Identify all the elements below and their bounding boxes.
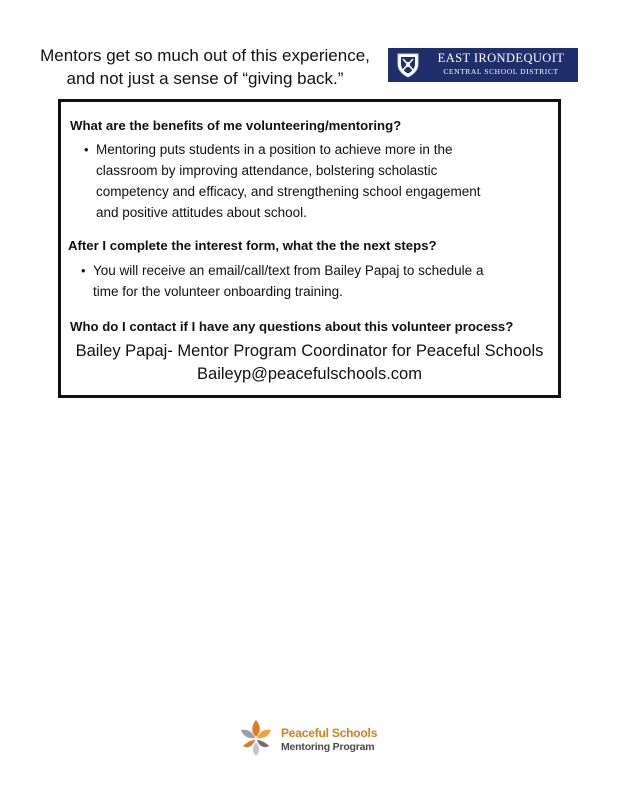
shield-icon	[394, 51, 422, 79]
answer-line: You will receive an email/call/text from Bailey Papaj to schedule a	[93, 263, 484, 278]
tagline	[30, 44, 380, 90]
leaf-logo-icon	[236, 716, 276, 760]
district-logo	[388, 48, 578, 82]
district-subtitle: CENTRAL SCHOOL DISTRICT	[443, 67, 559, 76]
peaceful-schools-logo	[236, 716, 386, 760]
answer-line: competency and efficacy, and strengthening school engagement	[96, 184, 481, 199]
answer-line: classroom by improving attendance, bolstering scholastic	[96, 163, 438, 178]
faq-box	[58, 99, 561, 398]
bullet-icon: •	[84, 142, 89, 157]
question-contact: Who do I contact if I have any questions about this volunteer process?	[70, 319, 514, 334]
question-next-steps: After I complete the interest form, what the the next steps?	[68, 238, 437, 253]
answer-line: Mentoring puts students in a position to achieve more in the	[96, 142, 453, 157]
answer-next-steps	[81, 260, 484, 302]
answer-benefits	[84, 139, 481, 223]
footer-logo-subtitle: Mentoring Program	[281, 741, 375, 753]
question-benefits: What are the benefits of me volunteering/mentoring?	[70, 118, 402, 133]
tagline-line-2: and not just a sense of “giving back.”	[66, 69, 344, 88]
footer-logo-title: Peaceful Schools	[281, 726, 378, 740]
answer-line: time for the volunteer onboarding training.	[93, 284, 343, 299]
contact-email: Baileyp@peacefulschools.com	[197, 365, 422, 383]
contact-name: Bailey Papaj- Mentor Program Coordinator for Peaceful Schools	[75, 342, 544, 360]
answer-line: and positive attitudes about school.	[96, 205, 307, 220]
district-name: EAST IRONDEQUOIT	[437, 51, 565, 65]
tagline-line-1: Mentors get so much out of this experience,	[40, 46, 370, 65]
bullet-icon: •	[81, 263, 86, 278]
